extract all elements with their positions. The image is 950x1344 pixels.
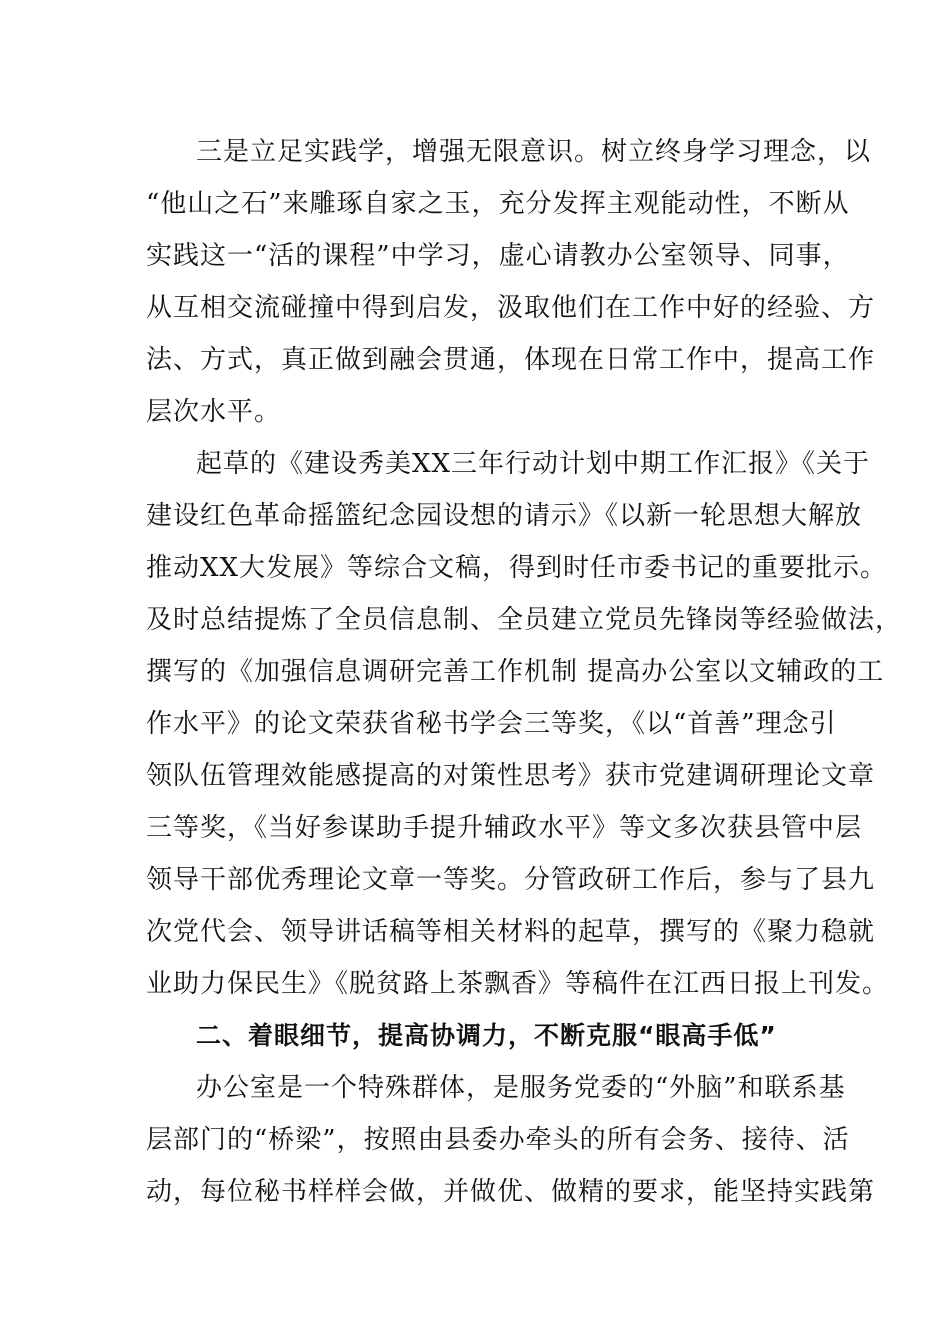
text-line: 层部门的“桥梁”，按照由县委办牵头的所有会务、接待、活	[146, 1125, 850, 1155]
text-line: 次党代会、领导讲话稿等相关材料的起草，撰写的《聚力稳就	[146, 917, 876, 947]
text-line: 及时总结提炼了全员信息制、全员建立党员先锋岗等经验做法，	[146, 605, 903, 635]
text-line: 业助力保民生》《脱贫路上茶飘香》等稿件在江西日报上刊发。	[146, 969, 890, 999]
text-line: 动，每位秘书样样会做，并做优、做精的要求，能坚持实践第	[146, 1177, 876, 1207]
text-line: “他山之石”来雕琢自家之玉，充分发挥主观能动性，不断从	[146, 189, 850, 219]
text-line: 三是立足实践学，增强无限意识。树立终身学习理念，以	[196, 137, 872, 167]
text-line: 实践这一“活的课程”中学习，虚心请教办公室领导、同事，	[146, 241, 850, 271]
heading-text: 二、着眼细节，提高协调力，不断克服“眼高手低”	[196, 1021, 777, 1050]
text-line: 撰写的《加强信息调研完善工作机制 提高办公室以文辅政的工	[146, 657, 885, 687]
text-line: 领队伍管理效能感提高的对策性思考》获市党建调研理论文章	[146, 761, 876, 791]
text-line: 从互相交流碰撞中得到启发，汲取他们在工作中好的经验、方	[146, 293, 876, 323]
text-line: 起草的《建设秀美XX三年行动计划中期工作汇报》《关于	[196, 449, 871, 479]
text-line: 办公室是一个特殊群体，是服务党委的“外脑”和联系基	[196, 1073, 846, 1103]
text-line: 领导干部优秀理论文章一等奖。分管政研工作后，参与了县九	[146, 865, 876, 895]
text-line: 法、方式，真正做到融会贯通，体现在日常工作中，提高工作	[146, 345, 876, 375]
text-line: 三等奖，《当好参谋助手提升辅政水平》等文多次获县管中层	[146, 813, 863, 843]
text-line: 作水平》的论文荣获省秘书学会三等奖，《以“首善”理念引	[146, 709, 837, 739]
text-line: 建设红色革命摇篮纪念园设想的请示》《以新一轮思想大解放	[146, 501, 863, 531]
text-line: 推动XX大发展》等综合文稿，得到时任市委书记的重要批示。	[146, 553, 888, 583]
text-line: 层次水平。	[146, 397, 282, 427]
